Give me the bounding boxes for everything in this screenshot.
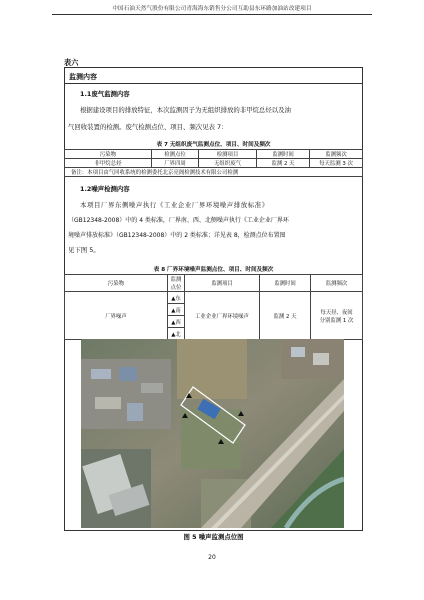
table-cell: 厂界噪声 [65, 292, 168, 340]
table-cell: ▲东 [168, 292, 185, 304]
subsection-title-gas: 1.1废气监测内容 [80, 90, 130, 98]
table-cell: 厂界四周 [152, 159, 199, 168]
freq-line2: 分别监测 1 次 [319, 317, 354, 324]
table-cell: 每天监测 3 次 [310, 159, 363, 168]
table8 [64, 274, 363, 340]
table-cell: ▲北 [168, 328, 185, 340]
noise-paragraph-line1: 本项目厂界东侧噪声执行《工业企业厂界环境噪声排放标准》 [80, 201, 269, 209]
table-cell: 非甲烷总烃 [65, 159, 152, 168]
page-header: 中国石油天然气股份有限公司青海海东销售分公司互助县东环路加油站改建项目 [112, 6, 312, 12]
table-header-cell: 监测项目 [185, 275, 260, 292]
table7-caption: 表 7 无组织废气监测点位、项目、时间及频次 [156, 142, 271, 148]
table-cell: 监测 2 天 [260, 292, 311, 340]
table-row [65, 159, 363, 168]
figure-caption: 图 5 噪声监测点位图 [183, 533, 244, 541]
table-row [65, 150, 363, 159]
noise-paragraph-line3: 境噪声排放标准》（GB12348-2008）中的 2 类标准；详见表 8，检测点位布置图 [68, 232, 286, 239]
page-number: 20 [208, 554, 216, 561]
table-cell [311, 292, 363, 340]
subsection-title-noise: 1.2噪声检测内容 [80, 185, 130, 193]
aerial-photo [81, 339, 344, 528]
table8-caption: 表 8 厂界环境噪声监测点位、项目、时间及频次 [153, 267, 274, 273]
aerial-map [81, 339, 344, 528]
table-header-cell: 监测时间 [257, 150, 310, 159]
section-title: 监测内容 [69, 73, 97, 81]
table-header-cell: 污染物 [65, 150, 152, 159]
gas-paragraph-line2: 气回收装置的检测。废气检测点位、项目、频次见表 7： [68, 123, 228, 131]
table-header-cell: 污染物 [65, 275, 168, 292]
table-cell: ▲西 [168, 316, 185, 328]
table-header-cell: 监测频次 [311, 275, 363, 292]
noise-paragraph-line2: （GB12348-2008）中的 4 类标准，厂界南、西、北侧噪声执行《工业企业厂界环 [68, 217, 289, 224]
table-row [65, 275, 363, 292]
table-note: 备注：本项目由气回收系统的检测委托北京亮阁检测技术有限公司检测 [65, 168, 363, 177]
table-header-cell: 检测项目 [199, 150, 257, 159]
gas-paragraph-line1: 根据建设项目的排放特征，本次监测因子为无组织排放的非甲烷总烃以及油 [80, 106, 291, 114]
freq-line1: 每天昼、夜间 [320, 309, 353, 316]
header-rule [52, 14, 372, 15]
table-cell: 无组织废气 [199, 159, 257, 168]
table-header-cell: 监测点位 [168, 275, 185, 292]
section-rule [64, 83, 363, 84]
table-row [65, 292, 363, 304]
table-cell: 监测 2 天 [257, 159, 310, 168]
table7 [64, 149, 363, 177]
table-cell: ▲南 [168, 304, 185, 316]
table-cell: 工业企业厂界环境噪声 [185, 292, 260, 340]
table-header-cell: 监测频次 [310, 150, 363, 159]
table-header-cell: 检测点位 [152, 150, 199, 159]
table-header-cell: 监测时间 [260, 275, 311, 292]
table-label: 表六 [64, 58, 79, 67]
noise-paragraph-line4: 见下图 5。 [68, 246, 100, 254]
table-row [65, 168, 363, 177]
